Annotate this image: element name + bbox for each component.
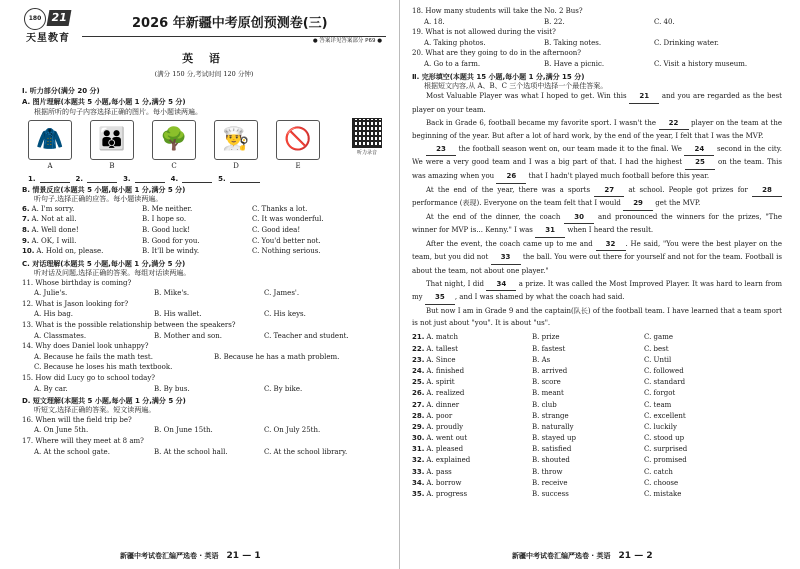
section-c-instruction: 听对话及问题,选择正确的答案。每组对话读两遍。: [34, 269, 191, 278]
answer-blanks: [22, 175, 386, 183]
option-row: 31. A. pleased B. satisfied C. surprised: [412, 445, 688, 454]
picture-a: 🧥 A: [28, 120, 72, 170]
question-row: 6. A. I'm sorry. B. Me neither. C. Thanks a lot.: [22, 204, 308, 213]
option-row: 23. A. Since B. As C. Until: [412, 355, 672, 364]
cloze-passage: [412, 90, 782, 330]
answer-blank[interactable]: 4.: [171, 175, 213, 183]
option-row: A. Because he fails the math test. B. Because he has a math problem.: [34, 352, 340, 361]
cloze-blank[interactable]: 23: [426, 143, 456, 157]
cloze-instruction: 根据短文内容,从 A、B、C 三个选项中选择一个最佳答案。: [424, 81, 608, 90]
cloze-blank[interactable]: 35: [425, 291, 455, 305]
question-stem: 17. Where will they meet at 8 am?: [22, 437, 144, 446]
option-row: 30. A. went out B. stayed up C. stood up: [412, 434, 685, 443]
footer-left: 新疆中考试卷汇编严选卷 · 英语 21 — 1: [120, 551, 261, 562]
question-row: 10. A. Hold on, please. B. It'll be windy. C. Nothing serious.: [22, 247, 321, 256]
section-d-questions: [22, 415, 386, 457]
subject-title: 英 语: [182, 52, 226, 65]
option-row: C. Because he loses his math textbook.: [34, 363, 173, 372]
option-row: 28. A. poor B. strange C. excellent: [412, 411, 686, 420]
right-page: [400, 0, 800, 569]
picture-b: 👪 B: [90, 120, 134, 170]
cloze-blank[interactable]: 22: [659, 117, 689, 131]
option-row: A. Go to a farm. B. Have a picnic. C. Visit a history museum.: [424, 60, 748, 69]
cloze-title: Ⅱ. 完形填空(本题共 15 小题,每小题 1 分,满分 15 分): [412, 72, 585, 81]
cloze-blank[interactable]: 25: [685, 156, 715, 170]
question-stem: 20. What are they going to do in the afternoon?: [412, 49, 582, 58]
page-number: 21 — 2: [618, 551, 653, 562]
cloze-blank[interactable]: 31: [535, 224, 565, 238]
chef-icon: 👨‍🍳: [214, 120, 258, 160]
answer-blank[interactable]: 3.: [123, 175, 165, 183]
exam-meta: (满分 150 分,考试时间 120 分钟): [154, 70, 254, 79]
coat-icon: 🧥: [28, 120, 72, 160]
question-row: 9. A. OK, I will. B. Good for you. C. You'd better not.: [22, 236, 321, 245]
option-row: A. By car. B. By bus. C. By bike.: [34, 384, 303, 393]
answer-blank[interactable]: 5.: [218, 175, 260, 183]
park-icon: 🌳: [152, 120, 196, 160]
option-row: 29. A. proudly B. naturally C. luckily: [412, 422, 677, 431]
cloze-paragraph: At the end of the dinner, the coach 30 and pronounced the winners for the prizes, "The winner for MVP is... Kenny." I was 31 when I heard the result.: [412, 211, 782, 238]
picture-e: 🚫 E: [276, 120, 320, 170]
option-row: A. His bag. B. His wallet. C. His keys.: [34, 310, 306, 319]
cloze-blank[interactable]: 21: [629, 90, 659, 104]
section-b-instruction: 听句子,选择正确的应答。每小题读两遍。: [34, 195, 163, 204]
question-stem: 11. Whose birthday is coming?: [22, 278, 132, 287]
cloze-blank[interactable]: 33: [491, 251, 521, 265]
cloze-paragraph: Back in Grade 6, football became my favorite sport. I wasn't the 22 player on the team at the beginning of the year. But after a lot of hard work, by the end of the year, I felt that I was the MVP.: [412, 118, 782, 141]
picture-c: 🌳 C: [152, 120, 196, 170]
cloze-paragraph: Most Valuable Player was what I hoped to get. Win this 21 and you are regarded as the best player on your team.: [412, 92, 782, 114]
cloze-blank[interactable]: 29: [623, 197, 653, 211]
listening-part-title: Ⅰ. 听力部分(满分 20 分): [22, 86, 100, 95]
exam-title: 2026 年新疆中考原创预测卷(三): [132, 16, 328, 31]
option-row: 22. A. tallest B. fastest C. best: [412, 344, 669, 353]
option-row: A. Classmates. B. Mother and son. C. Teacher and student.: [34, 331, 349, 340]
section-c-title: C. 对话理解(本题共 5 小题,每小题 1 分,满分 5 分): [22, 259, 186, 268]
option-row: A. Taking photos. B. Taking notes. C. Drinking water.: [424, 38, 719, 47]
page-number: 21 — 1: [226, 551, 261, 562]
question-stem: 12. What is Jason looking for?: [22, 299, 129, 308]
option-row: 26. A. realized B. meant C. forgot: [412, 389, 676, 398]
section-a-instruction: 根据所听的句子内容选择正确的图片。每小题读两遍。: [34, 107, 202, 116]
page-header: [22, 6, 386, 50]
section-d-instruction: 听短文,选择正确的答案。短文读两遍。: [34, 406, 156, 415]
picture-row: [22, 120, 386, 170]
section-d-questions-cont: [412, 6, 782, 70]
option-row: 35. A. progress B. success C. mistake: [412, 490, 682, 499]
option-row: 32. A. explained B. shouted C. promised: [412, 456, 687, 465]
option-row: A. At the school gate. B. At the school hall. C. At the school library.: [34, 447, 348, 456]
cloze-blank[interactable]: 26: [496, 170, 526, 184]
footer-right: 新疆中考试卷汇编严选卷 · 英语 21 — 2: [512, 551, 653, 562]
cloze-blank[interactable]: 28: [752, 184, 782, 198]
cloze-options: [412, 332, 782, 500]
question-stem: 16. When will the field trip be?: [22, 415, 132, 424]
cloze-paragraph: That night, I did 34 a prize. It was called the Most Improved Player. It was hard to learn from my 35 , and I was shamed by what the coach had said.: [412, 278, 782, 305]
section-a-title: A. 图片理解(本题共 5 小题,每小题 1 分,满分 5 分): [22, 98, 186, 107]
option-row: 21. A. match B. prize C. game: [412, 333, 673, 342]
option-row: A. 18. B. 22. C. 40.: [424, 17, 675, 26]
section-b-questions: [22, 204, 386, 257]
cloze-blank[interactable]: 27: [594, 184, 624, 198]
answer-blank[interactable]: 1.: [28, 175, 70, 183]
cloze-paragraph: 23 the football season went on, our team made it to the final. We 24 second in the city. We were a very good team and I was a big part of that. I had the highest 25 on the team. This was amazing when you 26 that I hadn't played much football before this year.: [412, 143, 782, 184]
answer-blank[interactable]: 2.: [76, 175, 118, 183]
section-d-title: D. 短文理解(本题共 5 小题,每小题 1 分,满分 5 分): [22, 397, 186, 405]
cloze-paragraph: At the end of the year, there was a sports 27 at school. People got prizes for 28 performance (表现). Everyone on the team felt that I would 29 get the MVP.: [412, 184, 782, 211]
option-row: 24. A. finished B. arrived C. followed: [412, 366, 684, 375]
question-row: 8. A. Well done! B. Good luck! C. Good idea!: [22, 226, 301, 234]
cloze-blank[interactable]: 34: [486, 278, 516, 292]
paper-number: 21: [47, 10, 72, 26]
option-row: 25. A. spirit B. score C. standard: [412, 378, 686, 387]
badge-logo: 180: [24, 8, 46, 30]
question-stem: 15. How did Lucy go to school today?: [22, 373, 156, 382]
section-c-questions: [22, 277, 386, 394]
cloze-blank[interactable]: 24: [684, 143, 714, 157]
cloze-blank[interactable]: 32: [596, 238, 626, 252]
option-row: A. Julie's. B. Mike's. C. James'.: [34, 289, 300, 298]
question-stem: 18. How many students will take the No. 2 Bus?: [412, 7, 583, 16]
question-stem: 14. Why does Daniel look unhappy?: [22, 342, 149, 351]
header-rule: [82, 36, 386, 37]
qr-code[interactable]: [352, 118, 382, 148]
cloze-paragraph: After the event, the coach came up to me and 32 . He said, "You were the best player on the team, but you did not 33 the ball. You were out there for yourself and not for the team. Football is about the team, not about one player.": [412, 239, 782, 276]
option-row: A. On June 5th. B. On June 15th. C. On July 25th.: [34, 426, 321, 435]
family-icon: 👪: [90, 120, 134, 160]
answer-note: ● 答案详见答案部分 P69 ●: [312, 38, 382, 44]
question-row: 7. A. Not at all. B. I hope so. C. It was wonderful.: [22, 215, 324, 224]
cloze-blank[interactable]: 30: [564, 211, 594, 225]
qr-label: 听力录音: [356, 150, 377, 156]
question-stem: 13. What is the possible relationship between the speakers?: [22, 320, 236, 329]
no-swimming-icon: 🚫: [276, 120, 320, 160]
picture-d: 👨‍🍳 D: [214, 120, 258, 170]
section-b-title: B. 情景反应(本题共 5 小题,每小题 1 分,满分 5 分): [22, 185, 186, 194]
cloze-paragraph: But now I am in Grade 9 and the captain(队长) of the football team. I have learned that a team sport is not just about "you". It is about "us".: [412, 306, 782, 328]
question-stem: 19. What is not allowed during the visit?: [412, 28, 556, 37]
option-row: 27. A. dinner B. club C. team: [412, 400, 672, 409]
option-row: 33. A. pass B. throw C. catch: [412, 467, 673, 476]
brand-name: 天星教育: [26, 33, 70, 44]
option-row: 34. A. borrow B. receive C. choose: [412, 478, 679, 487]
